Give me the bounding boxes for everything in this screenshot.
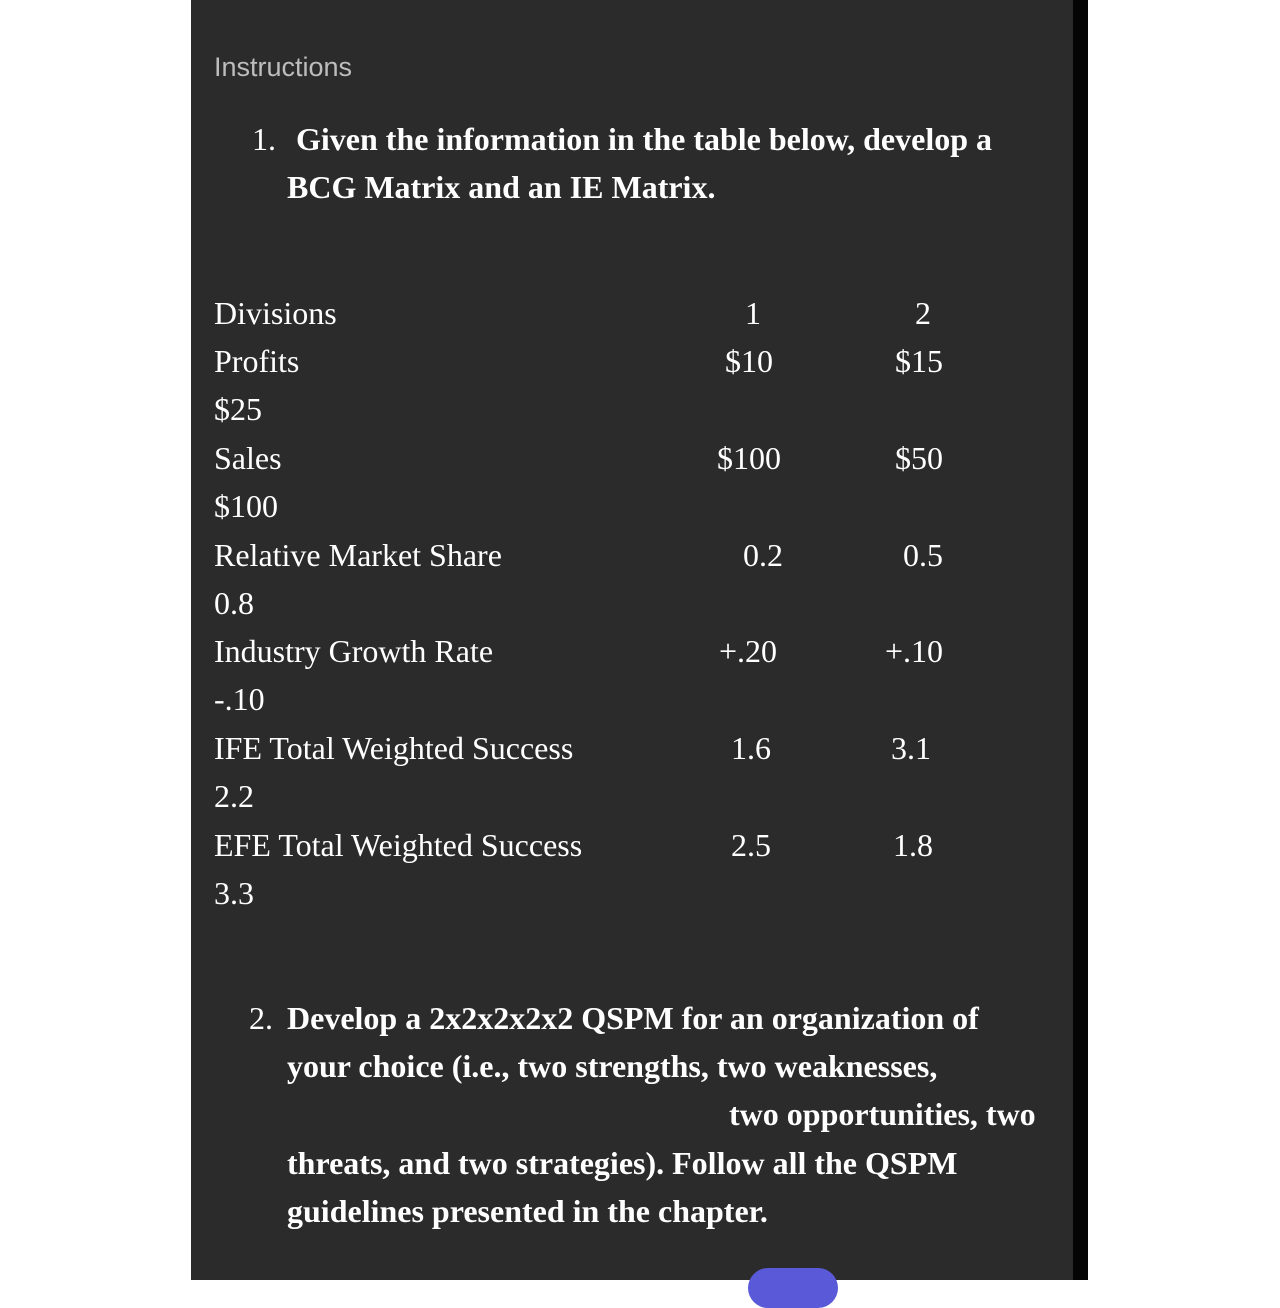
question-2-line-3: two opportunities, two bbox=[729, 1096, 1036, 1132]
table-cell: $10 bbox=[725, 343, 773, 379]
table-cell: $15 bbox=[895, 343, 943, 379]
table-cell: 3.3 bbox=[214, 875, 254, 911]
table-cell: $25 bbox=[214, 391, 262, 427]
floating-action-button[interactable] bbox=[748, 1268, 838, 1308]
document-screen bbox=[191, 0, 1073, 1280]
question-2-line-4: threats, and two strategies). Follow all the QSPM bbox=[287, 1145, 958, 1181]
table-row-label: EFE Total Weighted Success bbox=[214, 827, 583, 863]
table-row-label: Profits bbox=[214, 343, 300, 379]
table-cell: 1 bbox=[745, 295, 761, 331]
table-cell: 0.5 bbox=[903, 537, 943, 573]
table-cell: 1.6 bbox=[731, 730, 771, 766]
question-2-line-5: guidelines presented in the chapter. bbox=[287, 1193, 768, 1229]
table-cell: $100 bbox=[717, 440, 781, 476]
table-cell: 1.8 bbox=[893, 827, 933, 863]
question-2-line-2: your choice (i.e., two strengths, two weaknesses, bbox=[287, 1048, 938, 1084]
table-cell: 2.2 bbox=[214, 778, 254, 814]
table-cell: -.10 bbox=[214, 681, 265, 717]
table-row-label: Divisions bbox=[214, 295, 337, 331]
table-cell: $50 bbox=[895, 440, 943, 476]
table-row-label: IFE Total Weighted Success bbox=[214, 730, 574, 766]
table-row-label: Industry Growth Rate bbox=[214, 633, 494, 669]
table-cell: 3.1 bbox=[891, 730, 931, 766]
question-2-line-1: Develop a 2x2x2x2x2 QSPM for an organization of bbox=[287, 1000, 979, 1036]
question-1-line-2: BCG Matrix and an IE Matrix. bbox=[287, 169, 716, 205]
question-1-number: 1. bbox=[252, 121, 276, 157]
table-cell: +.10 bbox=[884, 633, 943, 669]
table-row-label: Relative Market Share bbox=[214, 537, 502, 573]
table-row-label: Sales bbox=[214, 440, 282, 476]
table-cell: 2.5 bbox=[731, 827, 771, 863]
table-cell: $100 bbox=[214, 488, 278, 524]
scroll-edge bbox=[1073, 0, 1088, 1280]
table-cell: 0.8 bbox=[214, 585, 254, 621]
instructions-heading: Instructions bbox=[214, 52, 353, 82]
table-cell: +.20 bbox=[718, 633, 777, 669]
table-cell: 0.2 bbox=[743, 537, 783, 573]
table-cell: 2 bbox=[915, 295, 931, 331]
question-2-number: 2. bbox=[249, 1000, 273, 1036]
question-1-line-1: Given the information in the table below, develop a bbox=[296, 121, 992, 157]
